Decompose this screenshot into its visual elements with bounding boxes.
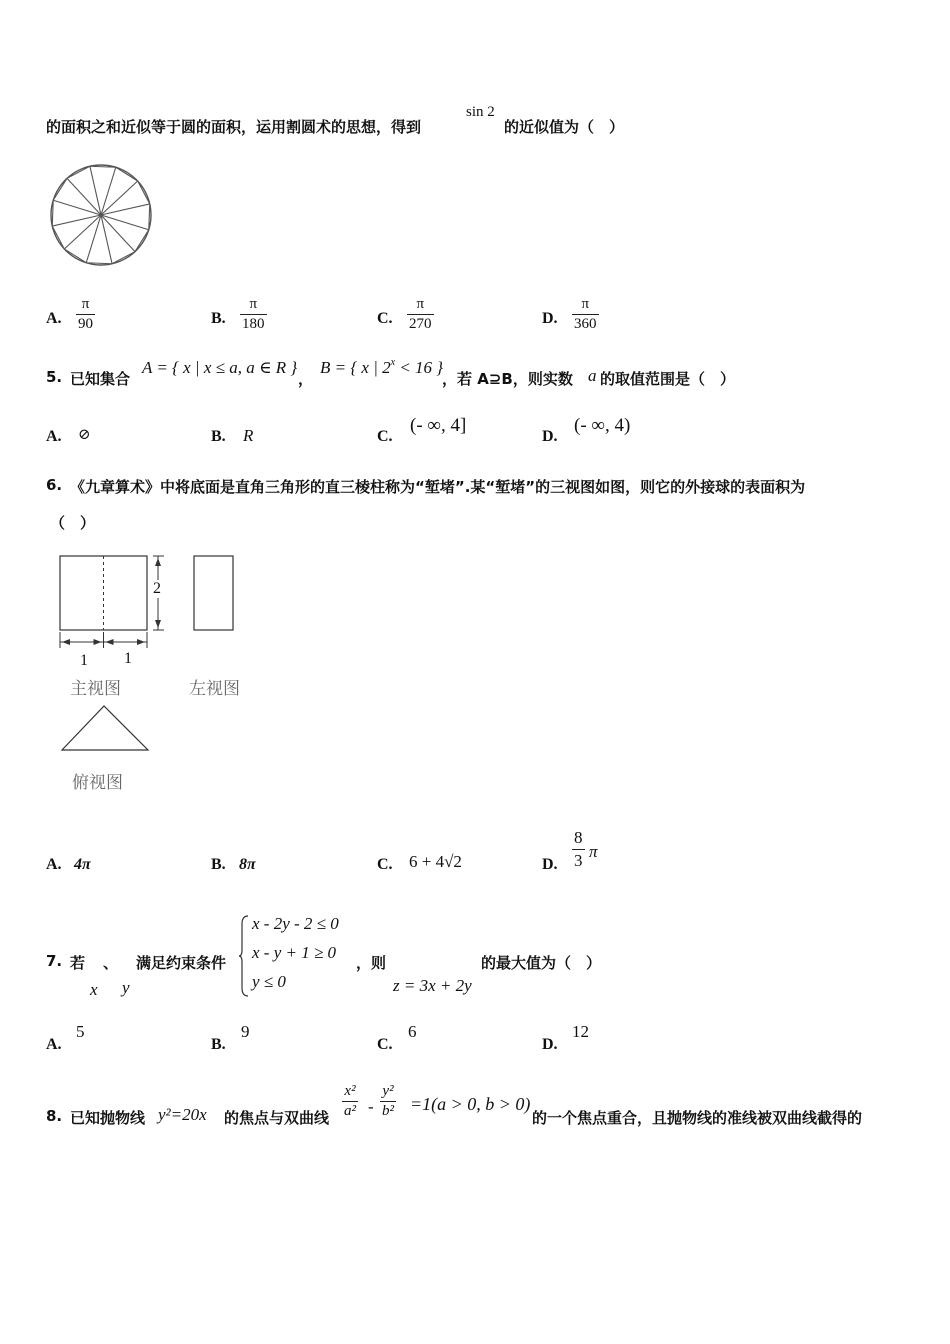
q7-text4: 的最大值为（ ） xyxy=(481,954,602,972)
dim-left-label: 1 xyxy=(80,652,88,669)
q7-number: 7. xyxy=(46,952,63,970)
q5-text3: 的取值范围是（ ） xyxy=(600,370,736,388)
q8-text3: 的一个焦点重合，且抛物线的准线被双曲线截得的 xyxy=(532,1109,863,1127)
q6-option-d-den: 3 xyxy=(574,851,583,870)
q4-option-a-label[interactable]: A. xyxy=(46,310,62,327)
q6-option-a-value[interactable]: 4π xyxy=(74,856,91,873)
q4-option-a-num: π xyxy=(81,296,90,312)
dim-height-label: 2 xyxy=(153,580,161,597)
q5-option-a-label[interactable]: A. xyxy=(46,428,62,445)
q8-text1: 已知抛物线 xyxy=(70,1109,146,1127)
q8-hyp-den1: a² xyxy=(344,1103,356,1119)
q6-option-d-value[interactable] xyxy=(572,828,585,871)
q4-option-d-label[interactable]: D. xyxy=(542,310,558,327)
q4-option-c-num: π xyxy=(416,296,425,312)
q7-option-d-value[interactable]: 12 xyxy=(572,1022,589,1041)
q6-option-b-label[interactable]: B. xyxy=(211,856,226,873)
q4-sin-expr: sin 2 xyxy=(466,104,495,120)
q7-text2: 满足约束条件 xyxy=(136,954,227,972)
q8-number: 8. xyxy=(46,1107,63,1125)
q4-option-d-den: 360 xyxy=(574,316,597,332)
q4-option-a-value[interactable] xyxy=(76,296,95,333)
q5-set-b-post: < 16 } xyxy=(395,358,444,377)
q7-text1: 若 xyxy=(70,954,86,972)
q8-hyperbola-term1 xyxy=(342,1083,358,1120)
q7-sep: 、 xyxy=(103,954,119,972)
q4-text-before: 的面积之和近似等于圆的面积，运用割圆术的思想，得到 xyxy=(46,118,422,136)
q7-option-c-value[interactable]: 6 xyxy=(408,1022,417,1041)
q5-sep: ， xyxy=(298,370,314,388)
polygon-circle-figure xyxy=(48,162,154,268)
arrow-left-icon xyxy=(106,639,114,645)
q6-option-d-num: 8 xyxy=(574,828,583,847)
side-view-label: 左视图 xyxy=(189,679,240,699)
q5-option-d-value[interactable]: (- ∞, 4) xyxy=(574,415,631,436)
q8-minus: - xyxy=(368,1097,374,1116)
q8-hyp-num1: x² xyxy=(344,1083,356,1099)
q7-option-b-label[interactable]: B. xyxy=(211,1036,226,1053)
q5-option-b-label[interactable]: B. xyxy=(211,428,226,445)
q6-text-line2: （ ） xyxy=(50,514,96,532)
q5-number: 5. xyxy=(46,368,63,386)
top-view-label: 俯视图 xyxy=(72,773,123,793)
q7-option-b-value[interactable]: 9 xyxy=(241,1022,250,1041)
q7-text3: ，则 xyxy=(356,954,387,972)
q8-hyperbola-rest: =1(a > 0, b > 0) xyxy=(410,1094,531,1114)
top-view-triangle-figure xyxy=(58,702,154,754)
q7-option-c-label[interactable]: C. xyxy=(377,1036,393,1053)
q4-option-b-value[interactable] xyxy=(240,296,267,333)
q7-objective: z = 3x + 2y xyxy=(393,976,472,995)
q4-option-b-num: π xyxy=(249,296,258,312)
q7-option-a-value[interactable]: 5 xyxy=(76,1022,85,1041)
q6-option-c-value[interactable]: 6 + 4√2 xyxy=(409,852,462,871)
q4-option-a-den: 90 xyxy=(78,316,93,332)
q6-option-a-label[interactable]: A. xyxy=(46,856,62,873)
q6-option-d-label[interactable]: D. xyxy=(542,856,558,873)
dim-right-label: 1 xyxy=(124,650,132,667)
constraint-brace-icon xyxy=(238,914,250,998)
q7-var-x: x xyxy=(90,980,98,999)
q6-number: 6. xyxy=(46,476,63,494)
q7-option-a-label[interactable]: A. xyxy=(46,1036,62,1053)
q4-option-c-value[interactable] xyxy=(407,296,434,333)
arrow-right-icon xyxy=(94,639,102,645)
arrow-up-icon xyxy=(155,558,161,566)
q5-option-c-label[interactable]: C. xyxy=(377,428,393,445)
q4-option-c-label[interactable]: C. xyxy=(377,310,393,327)
arrow-down-icon xyxy=(155,620,161,628)
q4-text-after: 的近似值为（ ） xyxy=(504,118,625,136)
side-view-rect xyxy=(194,556,233,630)
constraint-2: x - y + 1 ≥ 0 xyxy=(252,943,337,962)
q7-var-y: y xyxy=(122,978,130,997)
q5-option-c-value[interactable]: (- ∞, 4] xyxy=(410,415,467,436)
q6-option-c-label[interactable]: C. xyxy=(377,856,393,873)
q5-option-a-value[interactable]: ⊘ xyxy=(78,427,91,443)
q4-option-d-value[interactable] xyxy=(572,296,599,333)
q8-hyp-num2: y² xyxy=(382,1083,394,1099)
q4-option-d-num: π xyxy=(581,296,590,312)
three-view-front-side-figure xyxy=(56,552,256,650)
q5-set-b-pre: B = { x | 2 xyxy=(320,358,391,377)
q5-set-b-exp: x xyxy=(390,357,396,368)
front-view-label: 主视图 xyxy=(70,679,121,699)
q8-hyperbola-term2 xyxy=(380,1083,396,1120)
q4-option-c-den: 270 xyxy=(409,316,432,332)
arrow-right-icon xyxy=(137,639,145,645)
constraint-1: x - 2y - 2 ≤ 0 xyxy=(252,914,339,933)
q8-text2: 的焦点与双曲线 xyxy=(224,1109,330,1127)
q6-option-d-suffix: π xyxy=(589,842,598,861)
q5-set-b xyxy=(320,358,443,378)
q5-option-b-value[interactable]: R xyxy=(243,426,254,445)
q6-text-line1: 《九章算术》中将底面是直角三角形的直三棱柱称为“堑堵”.某“堑堵”的三视图如图，则它的外接球的表面积为 xyxy=(70,478,806,496)
q8-hyp-den2: b² xyxy=(382,1103,394,1119)
q5-var-a: a xyxy=(588,366,597,385)
q5-text2: ，若 A⊇B，则实数 xyxy=(442,370,573,388)
constraint-3: y ≤ 0 xyxy=(252,972,286,991)
q8-parabola: y²=20x xyxy=(158,1105,207,1124)
q4-option-b-den: 180 xyxy=(242,316,265,332)
q5-text1: 已知集合 xyxy=(70,370,131,388)
q6-option-b-value[interactable]: 8π xyxy=(239,856,256,873)
q5-option-d-label[interactable]: D. xyxy=(542,428,558,445)
q7-option-d-label[interactable]: D. xyxy=(542,1036,558,1053)
q5-set-a: A = { x | x ≤ a, a ∈ R } xyxy=(142,358,298,377)
arrow-left-icon xyxy=(62,639,70,645)
q4-option-b-label[interactable]: B. xyxy=(211,310,226,327)
